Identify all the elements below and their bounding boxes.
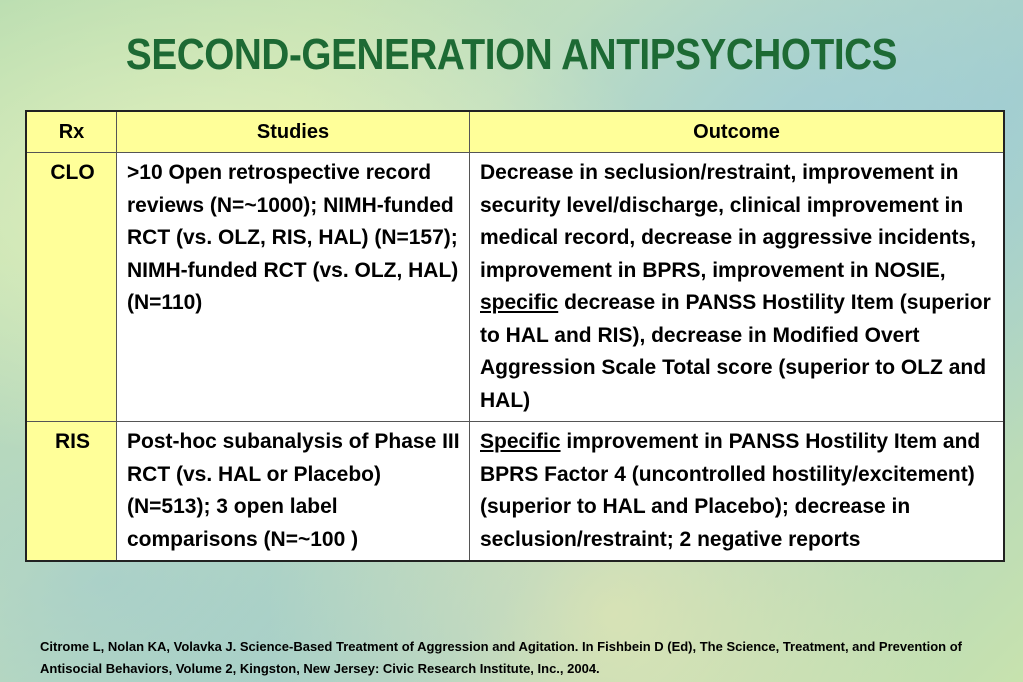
antipsychotics-table <box>25 110 1005 562</box>
studies-cell: Post-hoc subanalysis of Phase III RCT (vs. HAL or Placebo) (N=513); 3 open label comparisons (N=~100 ) <box>117 422 470 562</box>
page-title: SECOND-GENERATION ANTIPSYCHOTICS <box>125 30 898 79</box>
rx-cell: CLO <box>26 153 117 422</box>
header-outcome: Outcome <box>470 111 1005 153</box>
rx-cell: RIS <box>26 422 117 562</box>
header-rx: Rx <box>26 111 117 153</box>
citation: Citrome L, Nolan KA, Volavka J. Science-Based Treatment of Aggression and Agitation. In Fishbein D (Ed), The Science, Treatment, and Prevention of Antisocial Behaviors, Volume 2, Kingston, New Jersey: Civic Research Institute, Inc., 2004. <box>40 639 962 676</box>
outcome-cell <box>470 153 1005 422</box>
outcome-text: improvement in PANSS Hostility Item and BPRS Factor 4 (uncontrolled hostility/excitement) (superior to HAL and Placebo); decrease in seclusion/restraint; 2 negative reports <box>480 430 981 551</box>
outcome-emphasis: Specific <box>480 430 561 453</box>
table-header-row <box>26 111 1004 153</box>
outcome-text: Decrease in seclusion/restraint, improvement in security level/discharge, clinical improvement in medical record, decrease in aggressive incidents, improvement in BPRS, improvement in NOSIE, <box>480 161 977 282</box>
outcome-emphasis: specific <box>480 291 559 314</box>
outcome-text: decrease in PANSS Hostility Item (superior to HAL and RIS), decrease in Modified Overt Aggression Scale Total score (superior to OLZ and HAL) <box>480 291 991 412</box>
table-row <box>26 153 1004 422</box>
header-studies: Studies <box>117 111 470 153</box>
studies-cell: >10 Open retrospective record reviews (N=~1000); NIMH-funded RCT (vs. OLZ, RIS, HAL) (N=157); NIMH-funded RCT (vs. OLZ, HAL) (N=110) <box>117 153 470 422</box>
outcome-cell <box>470 422 1005 562</box>
table-row <box>26 422 1004 562</box>
